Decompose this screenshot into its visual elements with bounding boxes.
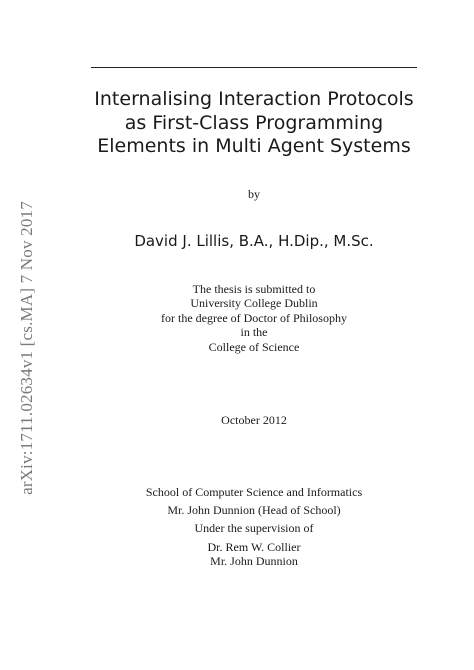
supervisor-2: Mr. John Dunnion [210, 553, 298, 568]
submission-line-5: College of Science [208, 339, 300, 354]
submission-line-3: for the degree of Doctor of Philosophy [161, 310, 347, 325]
submission-date: October 2012 [221, 413, 287, 427]
author-name: David J. Lillis, B.A., H.Dip., M.Sc. [134, 232, 374, 250]
school-name: School of Computer Science and Informatics [145, 485, 363, 499]
thesis-title [60, 88, 448, 159]
by-label: by [248, 187, 260, 201]
title-line-1: Internalising Interaction Protocols [94, 88, 414, 110]
top-horizontal-rule [91, 67, 417, 68]
submission-line-4: in the [240, 325, 268, 340]
submission-statement [60, 282, 448, 354]
arxiv-identifier-text: arXiv:1711.02634v1 [cs.MA] 7 Nov 2017 [17, 201, 36, 495]
submission-line-1: The thesis is submitted to [192, 282, 316, 296]
head-of-school: Mr. John Dunnion (Head of School) [167, 503, 341, 517]
supervisor-list [60, 541, 448, 568]
submission-line-2: University College Dublin [190, 296, 318, 311]
title-line-3: Elements in Multi Agent Systems [97, 135, 411, 157]
supervisor-1: Dr. Rem W. Collier [207, 540, 301, 554]
title-line-2: as First-Class Programming [124, 111, 384, 134]
supervision-label: Under the supervision of [194, 521, 314, 535]
